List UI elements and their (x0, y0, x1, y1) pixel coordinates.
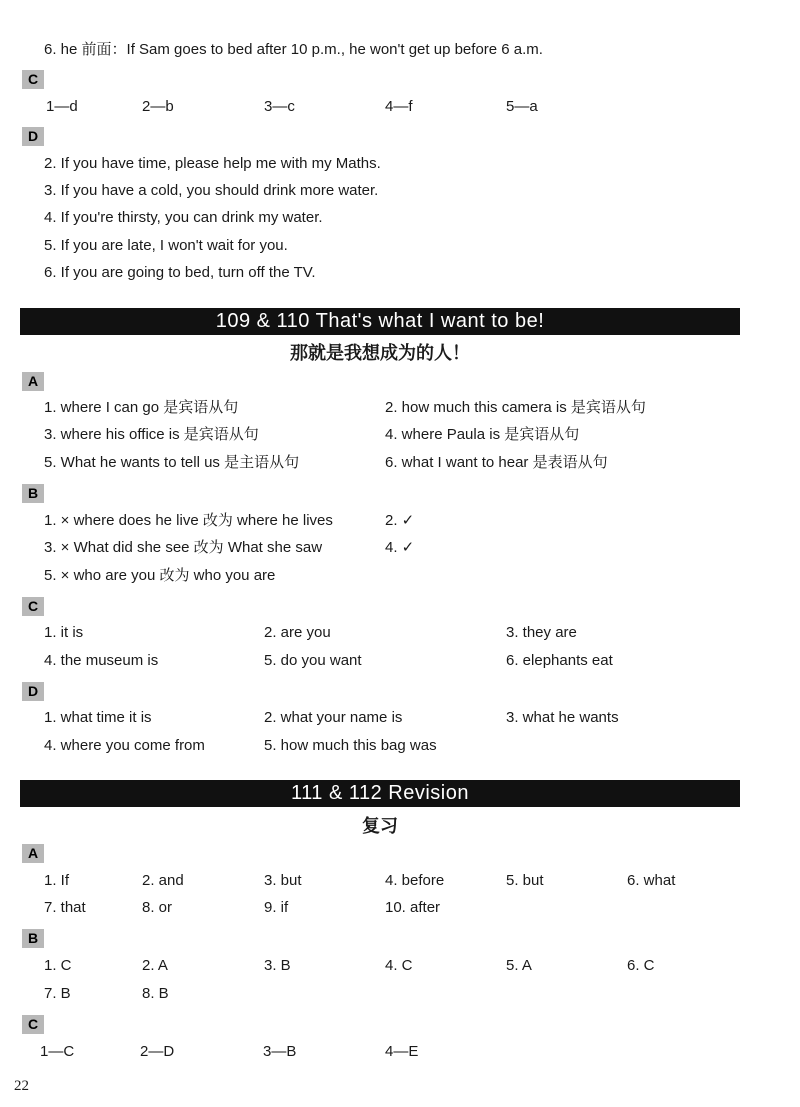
answer-item: 2—D (140, 1043, 175, 1060)
answer-item: 4. where Paula is 是宾语从句 (385, 426, 580, 443)
answer-item: 2—b (142, 98, 174, 115)
answer-item: 3. B (264, 957, 291, 974)
answer-item: 2. and (142, 872, 184, 889)
page-number: 22 (14, 1078, 29, 1094)
answer-item: 4. before (385, 872, 445, 889)
answer-item: 7. that (44, 899, 86, 916)
section-badge-d: D (22, 682, 44, 701)
answer-line: 6. he 前面：If Sam goes to bed after 10 p.m., he won't get up before 6 a.m. (44, 41, 543, 58)
answer-item: 3. what he wants (506, 709, 619, 726)
answer-item: 9. if (264, 899, 289, 916)
section-badge-c: C (22, 70, 44, 89)
section-badge-b: B (22, 929, 44, 948)
answer-item: 3. but (264, 872, 302, 889)
answer-item: 6. elephants eat (506, 652, 613, 669)
answer-item: 1—d (46, 98, 78, 115)
answer-item: 4—f (385, 98, 413, 115)
answer-item: 6. what (627, 872, 676, 889)
answer-item: 3—B (263, 1043, 297, 1060)
answer-item: 5. What he wants to tell us 是主语从句 (44, 454, 300, 471)
lesson-subtitle: 那就是我想成为的人！ (290, 343, 470, 364)
section-badge-c: C (22, 1015, 44, 1034)
answer-item: 5. A (506, 957, 532, 974)
answer-item: 8. B (142, 985, 169, 1002)
answer-item: 2. ✓ (385, 512, 415, 529)
answer-item: 5—a (506, 98, 538, 115)
lesson-title-bar: 111 & 112 Revision (20, 780, 740, 807)
answer-item: 2. A (142, 957, 168, 974)
section-badge-a: A (22, 372, 44, 391)
answer-item: 5. × who are you 改为 who you are (44, 567, 276, 584)
answer-item: 4. the museum is (44, 652, 159, 669)
answer-item: 3. × What did she see 改为 What she saw (44, 539, 323, 556)
answer-item: 2. what your name is (264, 709, 403, 726)
answer-item: 10. after (385, 899, 441, 916)
answer-item: 2. are you (264, 624, 331, 641)
answer-item: 4. C (385, 957, 413, 974)
section-badge-d: D (22, 127, 44, 146)
answer-item: 1. C (44, 957, 72, 974)
answer-item: 5. how much this bag was (264, 737, 437, 754)
answer-item: 6. what I want to hear 是表语从句 (385, 454, 608, 471)
answer-item: 1. If (44, 872, 70, 889)
answer-item: 6. C (627, 957, 655, 974)
answer-item: 1. what time it is (44, 709, 152, 726)
answer-item: 8. or (142, 899, 173, 916)
answer-line: 6. If you are going to bed, turn off the TV. (44, 264, 316, 281)
answer-item: 4. where you come from (44, 737, 205, 754)
answer-item: 3. where his office is 是宾语从句 (44, 426, 259, 443)
answer-item: 5. do you want (264, 652, 362, 669)
answer-item: 4—E (385, 1043, 419, 1060)
answer-item: 4. ✓ (385, 539, 415, 556)
answer-line: 3. If you have a cold, you should drink more water. (44, 182, 379, 199)
answer-item: 1—C (40, 1043, 75, 1060)
answer-line: 5. If you are late, I won't wait for you. (44, 237, 288, 254)
answer-item: 3. they are (506, 624, 577, 641)
section-badge-a: A (22, 844, 44, 863)
section-badge-c: C (22, 597, 44, 616)
answer-item: 1. × where does he live 改为 where he lives (44, 512, 333, 529)
answer-line: 4. If you're thirsty, you can drink my water. (44, 209, 323, 226)
lesson-subtitle: 复习 (362, 816, 398, 837)
answer-item: 5. but (506, 872, 544, 889)
answer-line: 2. If you have time, please help me with my Maths. (44, 155, 381, 172)
answer-item: 2. how much this camera is 是宾语从句 (385, 399, 646, 416)
answer-item: 3—c (264, 98, 295, 115)
section-badge-b: B (22, 484, 44, 503)
answer-item: 1. it is (44, 624, 84, 641)
answer-item: 1. where I can go 是宾语从句 (44, 399, 239, 416)
lesson-title-bar: 109 & 110 That's what I want to be! (20, 308, 740, 335)
answer-item: 7. B (44, 985, 71, 1002)
